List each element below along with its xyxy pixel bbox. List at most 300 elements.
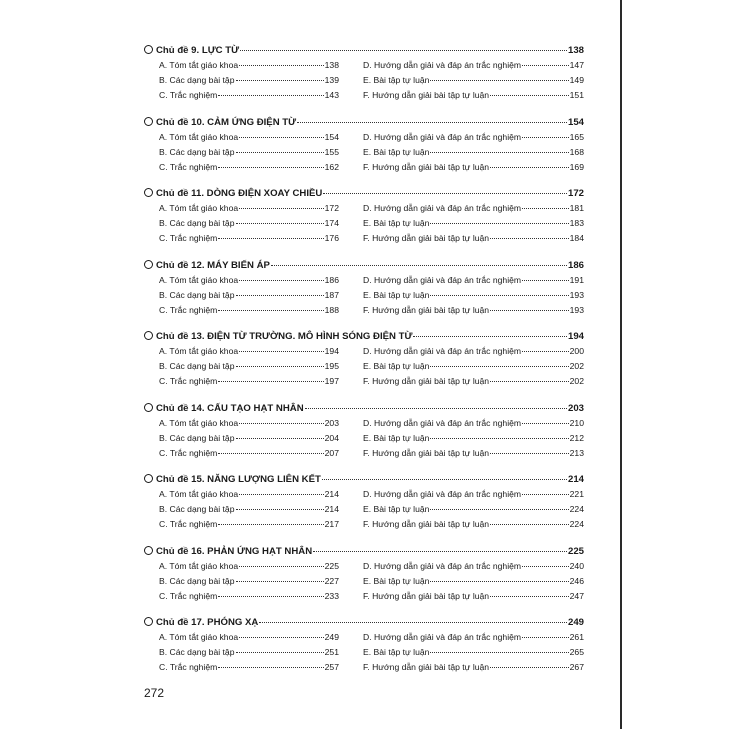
toc-entry-right[interactable]: [339, 132, 584, 142]
entry-page-number: 207: [324, 447, 339, 458]
entry-page-number: 240: [569, 560, 584, 571]
toc-entry-left[interactable]: [144, 305, 339, 315]
toc-entry-left[interactable]: [144, 346, 339, 356]
toc-section-heading[interactable]: [144, 545, 584, 561]
bullet-circle-icon: [144, 403, 153, 412]
toc-entry-left[interactable]: [144, 647, 339, 657]
dot-leader: [297, 122, 567, 123]
toc-row: [144, 218, 584, 233]
entry-page-number: 221: [569, 489, 584, 499]
entry-title: A. Tóm tắt giáo khoa: [159, 131, 239, 142]
entry-page-number: 162: [324, 161, 339, 172]
toc-entry-right[interactable]: [339, 233, 584, 243]
toc-row: [144, 132, 584, 147]
entry-title: B. Các dạng bài tập: [159, 432, 235, 443]
entry-title: A. Tóm tắt giáo khoa: [159, 60, 239, 70]
dot-leader: [430, 438, 568, 439]
entry-title: F. Hướng dẫn giải bài tập tự luận: [363, 161, 490, 172]
toc-entry-left[interactable]: [144, 561, 339, 571]
entry-page-number: 186: [324, 274, 339, 285]
entry-title: C. Trắc nghiệm: [159, 376, 218, 386]
toc-entry-left[interactable]: [144, 576, 339, 586]
entry-page-number: 203: [324, 417, 339, 428]
dot-leader: [430, 80, 568, 81]
entry-title: F. Hướng dẫn giải bài tập tự luận: [363, 590, 490, 601]
entry-title: E. Bài tập tự luận: [363, 432, 430, 443]
entry-page-number: 139: [324, 75, 339, 85]
entry-page-number: 257: [324, 662, 339, 672]
toc-section: [144, 259, 584, 331]
entry-page-number: 213: [569, 447, 584, 458]
dot-leader: [490, 667, 569, 668]
bullet-circle-icon: [144, 546, 153, 555]
toc-entry-right[interactable]: [339, 448, 584, 458]
toc-row: [144, 647, 584, 662]
dot-leader: [239, 637, 324, 638]
dot-leader: [218, 524, 323, 525]
dot-leader: [239, 423, 324, 424]
dot-leader: [430, 152, 568, 153]
entry-page-number: 204: [324, 432, 339, 443]
entry-title: B. Các dạng bài tập: [159, 289, 235, 300]
section-title: Chủ đề 14. CẤU TẠO HẠT NHÂN: [156, 402, 304, 414]
entry-title: C. Trắc nghiệm: [159, 304, 218, 315]
dot-leader: [236, 223, 324, 224]
section-title: Chủ đề 15. NĂNG LƯỢNG LIÊN KẾT: [156, 474, 321, 485]
toc-entry-left[interactable]: [144, 275, 339, 285]
dot-leader: [236, 152, 324, 153]
entry-page-number: 149: [569, 75, 584, 85]
toc-section-heading[interactable]: [144, 259, 584, 275]
entry-title: A. Tóm tắt giáo khoa: [159, 489, 239, 499]
dot-leader: [313, 551, 567, 552]
entry-page-number: 176: [324, 233, 339, 243]
section-page-number: 172: [567, 188, 584, 199]
entry-page-number: 169: [569, 161, 584, 172]
dot-leader: [522, 351, 569, 352]
dot-leader: [218, 596, 323, 597]
entry-page-number: 212: [569, 432, 584, 443]
entry-title: F. Hướng dẫn giải bài tập tự luận: [363, 447, 490, 458]
toc-entry-left[interactable]: [144, 132, 339, 142]
toc-entry-left[interactable]: [144, 218, 339, 228]
toc-entry-right[interactable]: [339, 561, 584, 571]
dot-leader: [430, 366, 568, 367]
dot-leader: [522, 423, 569, 424]
entry-page-number: 261: [569, 632, 584, 642]
toc-entry-right[interactable]: [339, 90, 584, 100]
table-of-contents: [144, 44, 584, 688]
toc-entry-left[interactable]: [144, 361, 339, 371]
toc-entry-left[interactable]: [144, 203, 339, 213]
entry-title: A. Tóm tắt giáo khoa: [159, 203, 239, 213]
toc-entry-right[interactable]: [339, 576, 584, 586]
entry-page-number: 214: [324, 504, 339, 514]
dot-leader: [271, 265, 567, 266]
section-page-number: 154: [567, 116, 584, 128]
entry-title: B. Các dạng bài tập: [159, 504, 235, 514]
section-page-number: 203: [567, 402, 584, 414]
entry-title: A. Tóm tắt giáo khoa: [159, 417, 239, 428]
entry-page-number: 195: [324, 361, 339, 371]
toc-row: [144, 90, 584, 105]
page-edge-line: [620, 0, 622, 729]
toc-entry-left[interactable]: [144, 519, 339, 529]
entry-title: D. Hướng dẫn giải và đáp án trắc nghiệm: [363, 60, 522, 70]
dot-leader: [239, 566, 324, 567]
bullet-circle-icon: [144, 617, 153, 626]
dot-leader: [430, 295, 568, 296]
dot-leader: [305, 408, 567, 409]
entry-page-number: 183: [569, 218, 584, 228]
entry-title: C. Trắc nghiệm: [159, 90, 218, 100]
toc-entry-right[interactable]: [339, 662, 584, 672]
entry-title: C. Trắc nghiệm: [159, 519, 218, 529]
section-page-number: 186: [567, 259, 584, 271]
toc-entry-left[interactable]: [144, 90, 339, 100]
bullet-circle-icon: [144, 260, 153, 269]
dot-leader: [236, 80, 324, 81]
toc-row: [144, 305, 584, 320]
dot-leader: [236, 366, 324, 367]
toc-row: [144, 662, 584, 677]
toc-entry-left[interactable]: [144, 662, 339, 672]
toc-entry-left[interactable]: [144, 233, 339, 243]
entry-page-number: 202: [569, 361, 584, 371]
entry-page-number: 194: [324, 346, 339, 356]
section-title: Chủ đề 13. ĐIỆN TỪ TRƯỜNG. MÔ HÌNH SÓNG ĐIỆN TỪ: [156, 331, 413, 342]
toc-entry-right[interactable]: [339, 519, 584, 529]
section-title: Chủ đề 10. CẢM ỨNG ĐIỆN TỪ: [156, 116, 297, 128]
entry-page-number: 227: [324, 575, 339, 586]
dot-leader: [522, 65, 569, 66]
toc-row: [144, 448, 584, 463]
toc-row: [144, 433, 584, 448]
toc-row: [144, 489, 584, 504]
toc-entry-left[interactable]: [144, 489, 339, 499]
toc-entry-left[interactable]: [144, 75, 339, 85]
toc-entry-right[interactable]: [339, 433, 584, 443]
toc-entry-right[interactable]: [339, 418, 584, 428]
dot-leader: [239, 494, 324, 495]
toc-entry-left[interactable]: [144, 632, 339, 642]
dot-leader: [323, 193, 567, 194]
dot-leader: [430, 581, 568, 582]
dot-leader: [522, 637, 569, 638]
dot-leader: [239, 137, 324, 138]
dot-leader: [236, 581, 324, 582]
toc-entry-left[interactable]: [144, 290, 339, 300]
dot-leader: [430, 509, 568, 510]
dot-leader: [490, 167, 569, 168]
toc-row: [144, 290, 584, 305]
toc-row: [144, 203, 584, 218]
entry-page-number: 168: [569, 146, 584, 157]
dot-leader: [218, 667, 323, 668]
toc-entry-left[interactable]: [144, 60, 339, 70]
toc-entry-right[interactable]: [339, 632, 584, 642]
dot-leader: [218, 381, 323, 382]
toc-entry-right[interactable]: [339, 162, 584, 172]
entry-page-number: 224: [569, 519, 584, 529]
entry-title: F. Hướng dẫn giải bài tập tự luận: [363, 662, 490, 672]
toc-entry-right[interactable]: [339, 346, 584, 356]
entry-page-number: 184: [569, 233, 584, 243]
entry-title: D. Hướng dẫn giải và đáp án trắc nghiệm: [363, 274, 522, 285]
section-page-number: 194: [567, 331, 584, 342]
dot-leader: [522, 208, 569, 209]
entry-title: E. Bài tập tự luận: [363, 146, 430, 157]
entry-page-number: 197: [324, 376, 339, 386]
toc-entry-right[interactable]: [339, 647, 584, 657]
entry-page-number: 224: [569, 504, 584, 514]
toc-entry-right[interactable]: [339, 376, 584, 386]
toc-entry-right[interactable]: [339, 305, 584, 315]
entry-page-number: 217: [324, 519, 339, 529]
toc-row: [144, 162, 584, 177]
dot-leader: [218, 453, 323, 454]
entry-page-number: 193: [569, 289, 584, 300]
toc-section-heading[interactable]: [144, 330, 584, 346]
entry-page-number: 187: [324, 289, 339, 300]
entry-page-number: 202: [569, 376, 584, 386]
dot-leader: [490, 524, 569, 525]
dot-leader: [236, 652, 324, 653]
entry-title: B. Các dạng bài tập: [159, 575, 235, 586]
entry-title: F. Hướng dẫn giải bài tập tự luận: [363, 233, 490, 243]
entry-page-number: 210: [569, 417, 584, 428]
entry-page-number: 154: [324, 131, 339, 142]
toc-section: [144, 473, 584, 545]
dot-leader: [490, 381, 569, 382]
entry-title: D. Hướng dẫn giải và đáp án trắc nghiệm: [363, 489, 522, 499]
entry-title: C. Trắc nghiệm: [159, 233, 218, 243]
section-title: Chủ đề 17. PHÓNG XẠ: [156, 617, 259, 628]
dot-leader: [413, 336, 567, 337]
page-number: 272: [144, 686, 165, 700]
toc-section-heading[interactable]: [144, 44, 584, 60]
dot-leader: [522, 280, 569, 281]
bullet-circle-icon: [144, 474, 153, 483]
dot-leader: [239, 208, 324, 209]
entry-page-number: 265: [569, 647, 584, 657]
bullet-circle-icon: [144, 45, 153, 54]
section-page-number: 249: [567, 617, 584, 628]
entry-page-number: 214: [324, 489, 339, 499]
entry-page-number: 251: [324, 647, 339, 657]
entry-title: C. Trắc nghiệm: [159, 161, 218, 172]
dot-leader: [490, 310, 569, 311]
toc-section-heading[interactable]: [144, 616, 584, 632]
toc-section: [144, 187, 584, 259]
toc-row: [144, 60, 584, 75]
toc-section-heading[interactable]: [144, 402, 584, 418]
dot-leader: [236, 509, 324, 510]
entry-title: E. Bài tập tự luận: [363, 361, 430, 371]
entry-page-number: 200: [569, 346, 584, 356]
entry-title: B. Các dạng bài tập: [159, 647, 235, 657]
toc-section: [144, 545, 584, 617]
toc-row: [144, 233, 584, 248]
entry-page-number: 143: [324, 90, 339, 100]
toc-row: [144, 418, 584, 433]
entry-page-number: 233: [324, 590, 339, 601]
dot-leader: [240, 50, 567, 51]
entry-title: A. Tóm tắt giáo khoa: [159, 560, 239, 571]
entry-page-number: 155: [324, 146, 339, 157]
toc-entry-right[interactable]: [339, 218, 584, 228]
entry-page-number: 138: [324, 60, 339, 70]
entry-page-number: 249: [324, 632, 339, 642]
entry-title: E. Bài tập tự luận: [363, 647, 430, 657]
entry-title: E. Bài tập tự luận: [363, 289, 430, 300]
entry-title: D. Hướng dẫn giải và đáp án trắc nghiệm: [363, 560, 522, 571]
dot-leader: [218, 167, 323, 168]
entry-page-number: 267: [569, 662, 584, 672]
section-page-number: 138: [567, 45, 584, 56]
dot-leader: [322, 479, 567, 480]
entry-title: A. Tóm tắt giáo khoa: [159, 346, 239, 356]
toc-entry-left[interactable]: [144, 504, 339, 514]
toc-row: [144, 632, 584, 647]
toc-entry-left[interactable]: [144, 591, 339, 601]
entry-title: D. Hướng dẫn giải và đáp án trắc nghiệm: [363, 203, 522, 213]
entry-title: A. Tóm tắt giáo khoa: [159, 274, 239, 285]
dot-leader: [218, 95, 323, 96]
section-page-number: 214: [567, 474, 584, 485]
toc-row: [144, 361, 584, 376]
entry-page-number: 247: [569, 590, 584, 601]
entry-page-number: 151: [569, 90, 584, 100]
toc-section: [144, 116, 584, 188]
bullet-circle-icon: [144, 331, 153, 340]
entry-page-number: 188: [324, 304, 339, 315]
dot-leader: [490, 238, 569, 239]
toc-entry-left[interactable]: [144, 433, 339, 443]
toc-section: [144, 44, 584, 116]
dot-leader: [259, 622, 567, 623]
toc-section: [144, 616, 584, 688]
entry-page-number: 147: [569, 60, 584, 70]
entry-page-number: 174: [324, 218, 339, 228]
bullet-circle-icon: [144, 188, 153, 197]
dot-leader: [522, 137, 569, 138]
dot-leader: [430, 223, 568, 224]
entry-title: D. Hướng dẫn giải và đáp án trắc nghiệm: [363, 632, 522, 642]
dot-leader: [490, 596, 569, 597]
entry-title: B. Các dạng bài tập: [159, 218, 235, 228]
dot-leader: [490, 95, 569, 96]
toc-section-heading[interactable]: [144, 187, 584, 203]
entry-title: D. Hướng dẫn giải và đáp án trắc nghiệm: [363, 417, 522, 428]
entry-title: B. Các dạng bài tập: [159, 75, 235, 85]
entry-title: B. Các dạng bài tập: [159, 361, 235, 371]
toc-entry-right[interactable]: [339, 591, 584, 601]
entry-title: C. Trắc nghiệm: [159, 662, 218, 672]
entry-title: E. Bài tập tự luận: [363, 575, 430, 586]
dot-leader: [522, 566, 569, 567]
entry-title: D. Hướng dẫn giải và đáp án trắc nghiệm: [363, 131, 522, 142]
entry-page-number: 225: [324, 560, 339, 571]
dot-leader: [218, 310, 323, 311]
dot-leader: [239, 351, 324, 352]
entry-page-number: 181: [569, 203, 584, 213]
section-title: Chủ đề 11. DÒNG ĐIỆN XOAY CHIỀU: [156, 188, 323, 199]
entry-page-number: 165: [569, 131, 584, 142]
toc-row: [144, 519, 584, 534]
entry-title: C. Trắc nghiệm: [159, 590, 218, 601]
bullet-circle-icon: [144, 117, 153, 126]
section-title: Chủ đề 12. MÁY BIẾN ÁP: [156, 259, 270, 271]
entry-page-number: 172: [324, 203, 339, 213]
toc-section-heading[interactable]: [144, 473, 584, 489]
toc-row: [144, 561, 584, 576]
toc-entry-right[interactable]: [339, 361, 584, 371]
entry-title: B. Các dạng bài tập: [159, 146, 235, 157]
toc-row: [144, 376, 584, 391]
toc-entry-left[interactable]: [144, 376, 339, 386]
entry-title: C. Trắc nghiệm: [159, 447, 218, 458]
toc-entry-left[interactable]: [144, 448, 339, 458]
section-title: Chủ đề 16. PHẢN ỨNG HẠT NHÂN: [156, 545, 313, 557]
toc-entry-right[interactable]: [339, 489, 584, 499]
entry-title: F. Hướng dẫn giải bài tập tự luận: [363, 519, 490, 529]
entry-title: F. Hướng dẫn giải bài tập tự luận: [363, 304, 490, 315]
dot-leader: [236, 295, 324, 296]
toc-row: [144, 504, 584, 519]
toc-section: [144, 402, 584, 474]
toc-entry-left[interactable]: [144, 418, 339, 428]
toc-entry-right[interactable]: [339, 203, 584, 213]
dot-leader: [430, 652, 568, 653]
entry-title: E. Bài tập tự luận: [363, 75, 430, 85]
toc-entry-right[interactable]: [339, 147, 584, 157]
dot-leader: [239, 65, 324, 66]
dot-leader: [522, 494, 569, 495]
entry-title: D. Hướng dẫn giải và đáp án trắc nghiệm: [363, 346, 522, 356]
toc-section-heading[interactable]: [144, 116, 584, 132]
toc-entry-right[interactable]: [339, 275, 584, 285]
toc-entry-right[interactable]: [339, 504, 584, 514]
dot-leader: [236, 438, 324, 439]
entry-title: E. Bài tập tự luận: [363, 504, 430, 514]
toc-entry-left[interactable]: [144, 162, 339, 172]
toc-row: [144, 576, 584, 591]
toc-entry-right[interactable]: [339, 290, 584, 300]
dot-leader: [218, 238, 323, 239]
toc-row: [144, 75, 584, 90]
entry-title: E. Bài tập tự luận: [363, 218, 430, 228]
toc-row: [144, 346, 584, 361]
entry-title: F. Hướng dẫn giải bài tập tự luận: [363, 376, 490, 386]
section-title: Chủ đề 9. LỰC TỪ: [156, 45, 240, 56]
toc-row: [144, 591, 584, 606]
entry-page-number: 191: [569, 274, 584, 285]
entry-title: F. Hướng dẫn giải bài tập tự luận: [363, 90, 490, 100]
toc-section: [144, 330, 584, 402]
toc-row: [144, 275, 584, 290]
toc-entry-right[interactable]: [339, 75, 584, 85]
entry-page-number: 193: [569, 304, 584, 315]
dot-leader: [239, 280, 324, 281]
toc-entry-right[interactable]: [339, 60, 584, 70]
entry-title: A. Tóm tắt giáo khoa: [159, 632, 239, 642]
toc-entry-left[interactable]: [144, 147, 339, 157]
dot-leader: [490, 453, 569, 454]
entry-page-number: 246: [569, 575, 584, 586]
section-page-number: 225: [567, 545, 584, 557]
toc-row: [144, 147, 584, 162]
